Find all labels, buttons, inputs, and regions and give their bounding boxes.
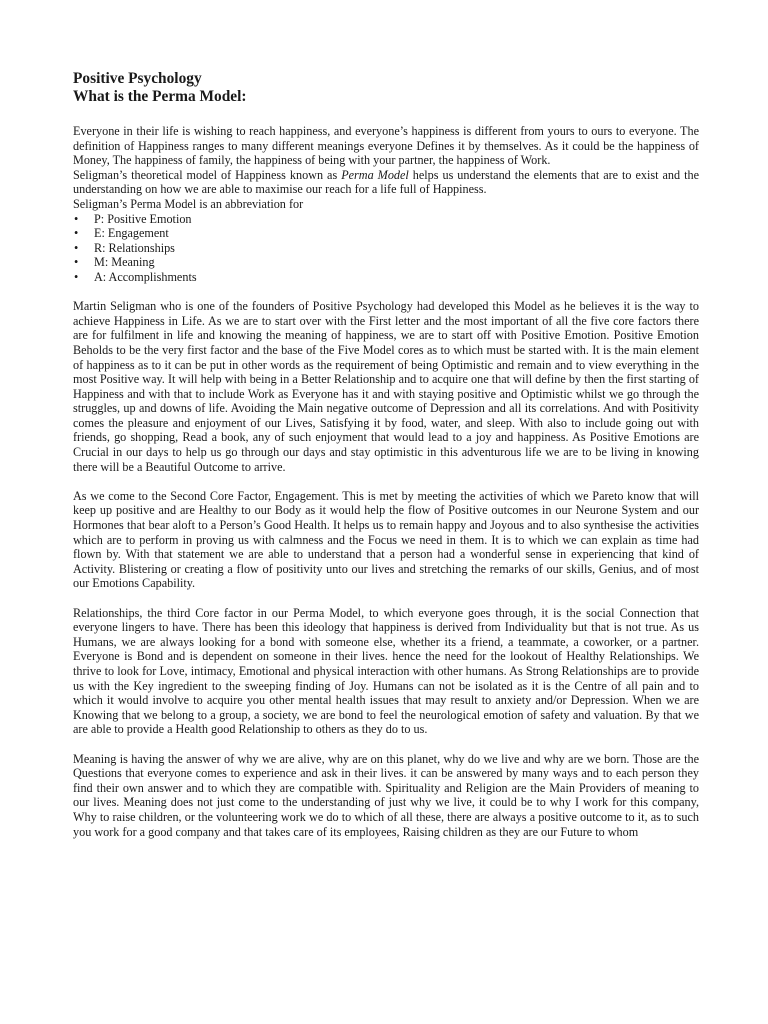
list-item-text: E: Engagement — [94, 226, 169, 241]
bullet-icon: • — [74, 269, 79, 284]
document-page — [73, 70, 699, 839]
list-item-text: A: Accomplishments — [94, 269, 197, 284]
list-item-text: M: Meaning — [94, 255, 155, 270]
document-title — [73, 70, 699, 106]
intro-paragraph-3: Seligman’s Perma Model is an abbreviation for — [73, 196, 304, 211]
intro-paragraph-2-end: helps us understand the elements that are to exist and the understanding on how we are able to maximise our reach for a life full of Happiness. — [73, 167, 699, 197]
perma-list — [73, 212, 699, 285]
list-item — [73, 241, 699, 256]
intro-paragraph-2-start: Seligman’s theoretical model of Happiness known as — [73, 167, 342, 182]
perma-model-term: Perma Model — [341, 167, 409, 182]
bullet-icon: • — [74, 240, 79, 255]
engagement-paragraph: As we come to the Second Core Factor, Engagement. This is met by meeting the activities of which we Pareto know that will keep up positive and are Healthy to our Body as it would help the flow of Positive outcomes in our Neurone System and our Hormones that bear aloft to a Person’s Good Health. It helps us to remain happy and Joyous and to also synthesise the activities which are to perform in proving us with calmness and the Focus we need in them. It is to which we can explain as time had flown by. With that statement we are able to understand that a person had a wonderful sense in experiencing that kind of Activity. Blistering or creating a flow of positivity unto our lives and stretching the remarks of our skills, Genius, and of most our Emotions Capability. — [73, 488, 699, 591]
meaning-paragraph: Meaning is having the answer of why we are alive, why are on this planet, why do we live and why are we born. Those are the Questions that everyone comes to experience and ask in their lives. it can be answered by many ways and to each person they find their own answer and to which they are compatible with. Spirituality and Religion are the Main Providers of meaning to our lives. Meaning does not just come to the understanding of just why we live, it could be to why I work for this company, Why to raise children, or the volunteering work we do to which of all these, there are always a positive outcome to it, as to such you work for a good company and that takes care of its employees, Raising children as they are our Future to whom — [73, 751, 699, 839]
intro-paragraph-2 — [73, 168, 699, 197]
title-line-1: Positive Psychology — [73, 70, 202, 87]
bullet-icon: • — [74, 211, 79, 226]
list-item — [73, 255, 699, 270]
bullet-icon: • — [74, 226, 79, 241]
intro-section — [73, 124, 699, 285]
list-item — [73, 226, 699, 241]
relationships-paragraph: Relationships, the third Core factor in our Perma Model, to which everyone goes through, it is the social Connection that everyone lingers to have. There has been this ideology that happiness is derived from Individuality but that is not true. As us Humans, we are always looking for a bond with someone else, whether its a friend, a teammate, a coworker, or a partner. Everyone is Bond and is dependent on someone in their lives. hence the need for the lookout of Healthy Relationships. We thrive to look for Love, intimacy, Emotional and physical interaction with other humans. As Strong Relationships are to provide us with the Key ingredient to the sweeping finding of Joy. Humans can not be isolated as it is the Centre of all pain and to which it would involve to acquire you other mental health issues that may result to anxiety and/or Depression. When we are Knowing that we belong to a group, a society, we are bond to feel the neurological emotion of safety and valuation. By that we are able to provide a Health good Relationship to others as they do to us. — [73, 605, 699, 737]
intro-paragraph-1: Everyone in their life is wishing to reach happiness, and everyone’s happiness is different from yours to ours to everyone. The definition of Happiness ranges to many different meanings everyone Defines it by themselves. As it could be the happiness of Money, The happiness of family, the happiness of being with your partner, the happiness of Work. — [73, 124, 699, 168]
list-item-text: R: Relationships — [94, 240, 175, 255]
list-item — [73, 212, 699, 227]
bullet-icon: • — [74, 255, 79, 270]
list-item-text: P: Positive Emotion — [94, 211, 192, 226]
positive-emotion-paragraph: Martin Seligman who is one of the founders of Positive Psychology had developed this Model as he believes it is the way to achieve Happiness in Life. As we are to start over with the First letter and the most important of all the five core factors there are for fulfilment in life and knowing the meaning of happiness, we are to start off with Positive Emotion. Positive Emotion Beholds to be the very first factor and the base of the Five Model cores as to which must be started with. It is the main element of happiness as to it can be put in other words as the requirement of being Optimistic and remain and to view everything in the most Positive way. It will help with being in a Better Relationship and to acquire one that will define by then the first starting of Happiness and with that to include Work as Everyone has it and with staying positive and Optimistic whilst we go through the struggles, up and downs of life. Avoiding the Main negative outcome of Depression and all its correlations. And with Positivity comes the pleasure and enjoyment of our Lives, Satisfying it by food, water, and sleep. With also to include going out with friends, go shopping, Read a book, any of such enjoyment that would lead to a joy and happiness. As Positive Emotions are Crucial in our days to help us go through our days and stay optimistic in this adventurous life we are to be living in knowing there will be a Beautiful Outcome to arrive. — [73, 299, 699, 474]
list-item — [73, 270, 699, 285]
title-line-2: What is the Perma Model: — [73, 88, 247, 105]
